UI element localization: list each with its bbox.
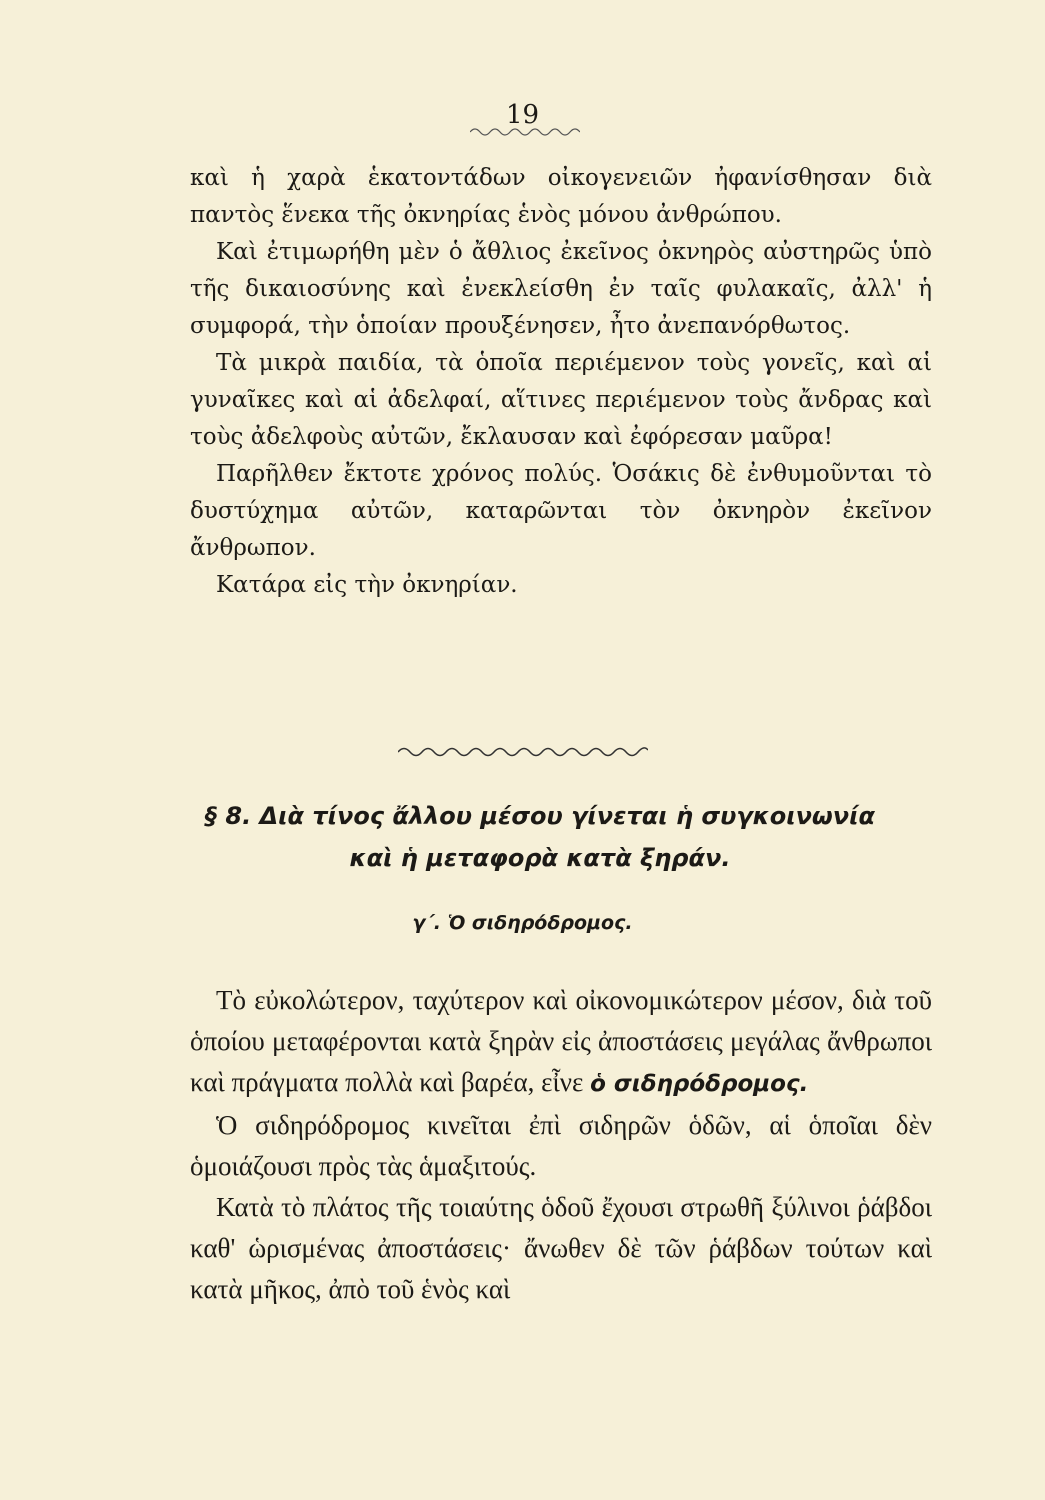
paragraph: Κατὰ τὸ πλάτος τῆς τοιαύτης ὁδοῦ ἔχουσι στρωθῆ ξύλινοι ῥάβδοι καθ' ὡρισμένας ἀποστάσεις· ἄνωθεν δὲ τῶν ῥάβδων τούτων καὶ κατὰ μῆκος, ἀπὸ τοῦ ἑνὸς καὶ (190, 1192, 932, 1304)
paragraph-text: Τὸ εὐκολώτερον, ταχύτερον καὶ οἰκονομικώτερον μέσον, διὰ τοῦ ὁποίου μεταφέρονται κατὰ ξηρὰν εἰς ἀποστάσεις μεγάλας ἄνθρωποι καὶ πράγματα πολλὰ καὶ βαρέα, εἶνε (190, 985, 932, 1097)
text-block-bottom (190, 980, 932, 1310)
paragraph: Ὁ σιδηρόδρομος κινεῖται ἐπὶ σιδηρῶν ὁδῶν, αἱ ὁποῖαι δὲν ὁμοιάζουσι πρὸς τὰς ἁμαξιτούς. (190, 1110, 932, 1181)
paragraph (190, 980, 932, 1105)
paragraph: Κατάρα εἰς τὴν ὀκνηρίαν. (216, 572, 518, 598)
paragraph: καὶ ἡ χαρὰ ἑκατοντάδων οἰκογενειῶν ἠφανίσθησαν διὰ παντὸς ἕνεκα τῆς ὀκνηρίας ἑνὸς μόνου ἀνθρώπου. (190, 165, 932, 228)
page-number: 19 (505, 100, 540, 130)
section-heading (140, 795, 940, 879)
paragraph: Καὶ ἐτιμωρήθη μὲν ὁ ἄθλιος ἐκεῖνος ὀκνηρὸς αὐστηρῶς ὑπὸ τῆς δικαιοσύνης καὶ ἐνεκλείσθη ἐν ταῖς φυλακαῖς, ἀλλ' ἡ συμφορά, τὴν ὁποίαν προυξένησεν, ἦτο ἀνεπανόρθωτος. (190, 239, 932, 339)
emphasis-term: ὁ σιδηρόδρομος. (590, 1071, 809, 1097)
text-block-top (190, 160, 932, 604)
subheading: γ΄. Ὁ σιδηρόδρομος. (412, 912, 633, 934)
page-number-ornament (470, 126, 580, 138)
divider-ornament (398, 745, 648, 759)
section-heading-line: § 8. Διὰ τίνος ἄλλου μέσου γίνεται ἡ συγκοινωνία (205, 802, 875, 830)
paragraph: Τὰ μικρὰ παιδία, τὰ ὁποῖα περιέμενον τοὺς γονεῖς, καὶ αἱ γυναῖκες καὶ αἱ ἀδελφαί, αἵτινες περιέμενον τοὺς ἄνδρας καὶ τοὺς ἀδελφοὺς αὐτῶν, ἔκλαυσαν καὶ ἐφόρεσαν μαῦρα! (190, 350, 932, 450)
section-heading-line: καὶ ἡ μεταφορὰ κατὰ ξηράν. (349, 844, 731, 872)
paragraph: Παρῆλθεν ἔκτοτε χρόνος πολύς. Ὁσάκις δὲ ἐνθυμοῦνται τὸ δυστύχημα αὐτῶν, καταρῶνται τὸν ὀκνηρὸν ἐκεῖνον ἄνθρωπον. (190, 461, 932, 561)
